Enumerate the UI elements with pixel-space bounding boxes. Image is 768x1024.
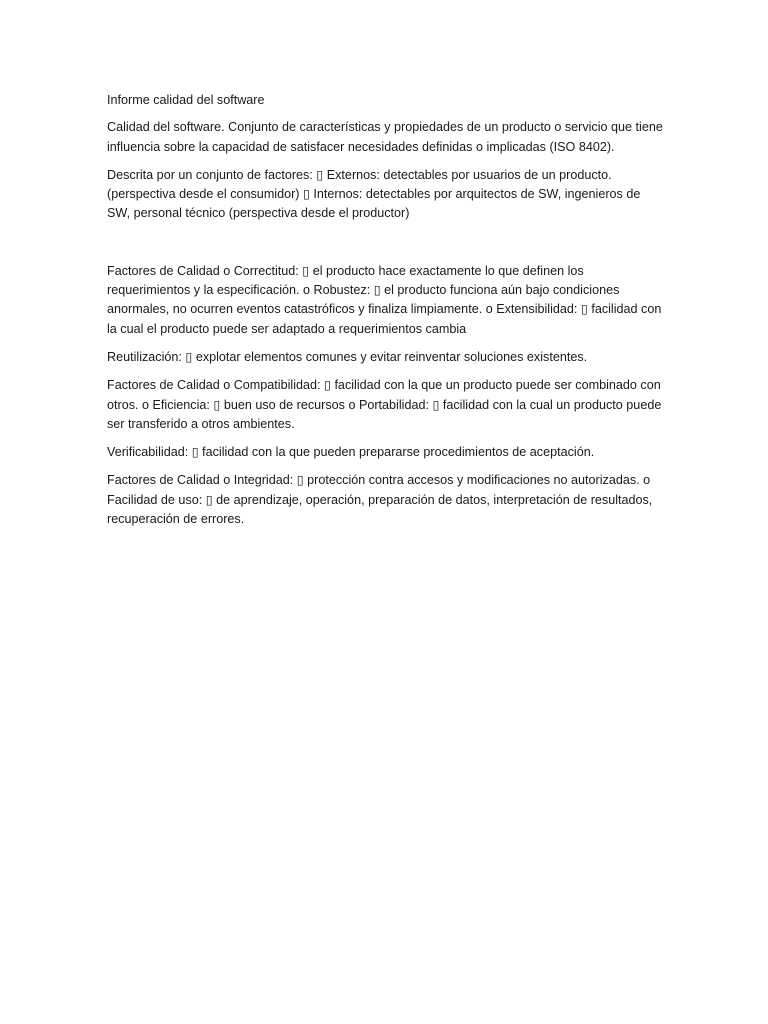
blank-line	[107, 233, 663, 262]
paragraph-correctitud: Factores de Calidad o Correctitud: ▯ el producto hace exactamente lo que definen los requerimientos y la especificación. o Robustez: ▯ el producto funciona aún bajo condiciones anormales, no ocurren eventos catastróficos y finaliza limpiamente. o Extensibilidad: ▯ facilidad con la cual el producto puede ser adaptado a requerimientos cambia	[107, 263, 662, 336]
paragraph-compatibilidad: Factores de Calidad o Compatibilidad: ▯ facilidad con la que un producto puede ser combinado con otros. o Eficiencia: ▯ buen uso de recursos o Portabilidad: ▯ facilidad con la cual un producto puede ser transferido a otros ambientes.	[107, 378, 662, 431]
paragraph-reutilizacion: Reutilización: ▯ explotar elementos comunes y evitar reinventar soluciones existentes.	[107, 349, 588, 364]
paragraph-verificabilidad: Verificabilidad: ▯ facilidad con la que pueden prepararse procedimientos de aceptación.	[107, 445, 595, 460]
document-body	[107, 91, 663, 538]
paragraph-factors-description: Descrita por un conjunto de factores: ▯ Externos: detectables por usuarios de un producto. (perspectiva desde el consumidor) ▯ Internos: detectables por arquitectos de SW, ingenieros de SW, personal técnico (perspectiva desde el productor)	[107, 167, 641, 221]
paragraph-definition: Calidad del software. Conjunto de características y propiedades de un producto o servicio que tiene influencia sobre la capacidad de satisfacer necesidades definidas o implicadas (ISO 8402).	[107, 120, 663, 154]
document-title: Informe calidad del software	[107, 93, 265, 107]
paragraph-integridad: Factores de Calidad o Integridad: ▯ protección contra accesos y modificaciones no autorizadas. o Facilidad de uso: ▯ de aprendizaje, operación, preparación de datos, interpretación de resultados, recuperación de errores.	[107, 473, 653, 527]
